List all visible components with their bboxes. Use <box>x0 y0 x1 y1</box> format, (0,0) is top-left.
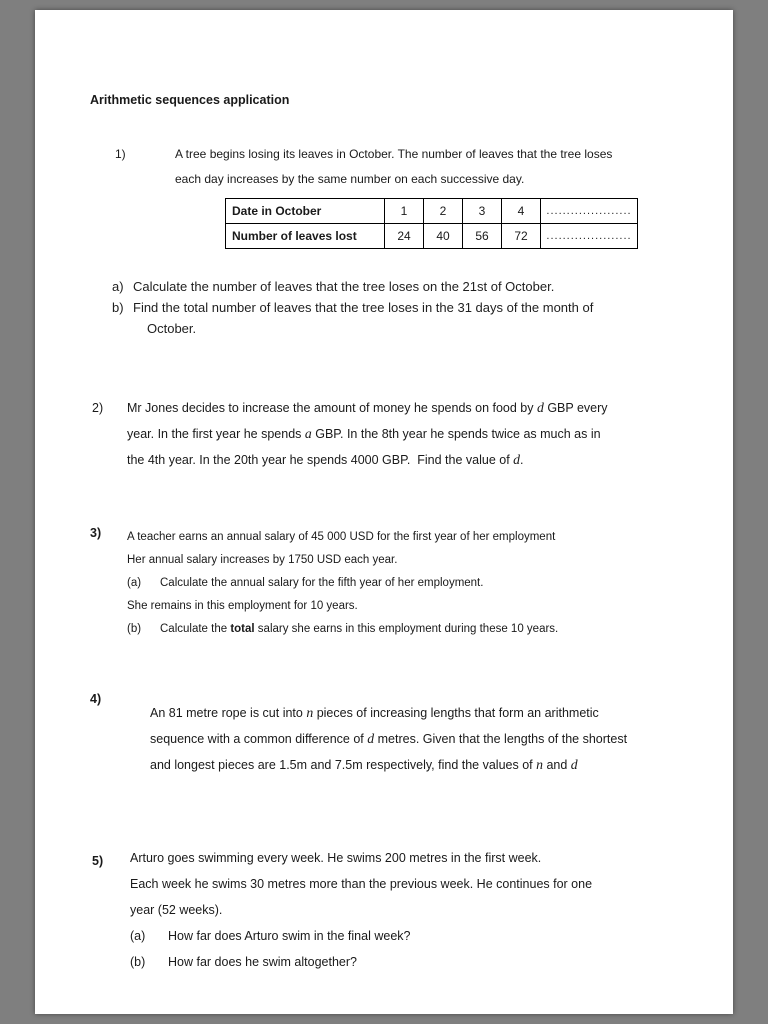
document-page <box>35 10 733 1014</box>
table-cell-leaves-4: 72 <box>502 224 541 249</box>
question-5-paragraph <box>130 845 592 975</box>
question-2-line-3-text: the 4th year. In the 20th year he spends 4000 GBP. Find the value of <box>127 453 514 467</box>
question-1-intro <box>175 142 612 192</box>
question-4-line-3-mid: and <box>542 758 571 772</box>
question-5-part-b-text: How far does he swim altogether? <box>168 955 357 969</box>
table-cell-day-4: 4 <box>502 199 541 224</box>
math-variable-n: n <box>536 757 543 772</box>
question-1-intro-line-1: A tree begins losing its leaves in October. The number of leaves that the tree loses <box>175 147 613 161</box>
question-3-part-b-label: (b) <box>127 623 142 635</box>
question-4-line-1-text: An 81 metre rope is cut into <box>150 706 307 720</box>
question-3-part-a-label: (a) <box>127 577 142 589</box>
question-2-number: 2) <box>92 401 104 415</box>
table-cell-day-2: 2 <box>424 199 463 224</box>
question-4-number: 4) <box>90 692 102 706</box>
question-4-line-2-text: sequence with a common difference of <box>150 732 368 746</box>
table-cell-leaves-ellipsis: ..................... <box>541 224 638 249</box>
math-variable-d: d <box>513 452 521 467</box>
math-variable-d: d <box>570 757 578 772</box>
question-4-line-1 <box>150 700 627 726</box>
question-1-part-b-text <box>133 297 593 339</box>
question-5-part-b-label: (b) <box>130 955 146 969</box>
question-4-line-3-text: and longest pieces are 1.5m and 7.5m respectively, find the values of <box>150 758 537 772</box>
question-4-paragraph <box>150 700 627 778</box>
question-3-part-a-text: Calculate the annual salary for the fifth year of her employment. <box>160 577 484 589</box>
question-2-line-2-tail: GBP. In the 8th year he spends twice as much as in <box>311 427 601 441</box>
question-5-line-1: Arturo goes swimming every week. He swims 200 metres in the first week. <box>130 851 542 865</box>
question-3-part-b-post: salary she earns in this employment during these 10 years. <box>254 623 559 635</box>
question-2-paragraph <box>127 395 608 473</box>
question-3-part-b-pre: Calculate the <box>160 623 231 635</box>
question-4-line-2 <box>150 726 627 752</box>
question-5-line-2: Each week he swims 30 metres more than the previous week. He continues for one <box>130 877 593 891</box>
question-3-number: 3) <box>90 526 102 540</box>
question-3-part-a <box>127 572 558 595</box>
page-title: Arithmetic sequences application <box>90 93 290 107</box>
question-3-bold-total: total <box>230 623 255 635</box>
question-5-part-b <box>130 949 592 975</box>
question-1-part-b-label: b) <box>112 300 124 315</box>
question-1-part-b <box>112 297 593 339</box>
math-variable-a: a <box>304 426 312 441</box>
question-2-line-1-text: Mr Jones decides to increase the amount of money he spends on food by <box>127 401 537 415</box>
question-2-line-1-tail: GBP every <box>543 401 608 415</box>
table-cell-leaves-2: 40 <box>424 224 463 249</box>
leaves-table <box>225 198 638 249</box>
question-1-number: 1) <box>115 147 126 161</box>
question-1-intro-line-2: each day increases by the same number on each successive day. <box>175 172 525 186</box>
table-header-date: Date in October <box>226 199 385 224</box>
question-3-paragraph <box>127 526 558 641</box>
math-variable-d: d <box>536 400 544 415</box>
question-3-line-1: A teacher earns an annual salary of 45 000 USD for the first year of her employment <box>127 531 556 543</box>
question-3-line-4: She remains in this employment for 10 years. <box>127 600 358 612</box>
question-2-line-3 <box>127 447 608 473</box>
question-5-line-3: year (52 weeks). <box>130 903 223 917</box>
table-header-leaves: Number of leaves lost <box>226 224 385 249</box>
question-4-line-3 <box>150 752 627 778</box>
question-1-part-a-text: Calculate the number of leaves that the tree loses on the 21st of October. <box>133 279 555 294</box>
question-2-line-2-text: year. In the first year he spends <box>127 427 305 441</box>
question-5-number: 5) <box>92 854 104 868</box>
table-row-leaves <box>226 224 638 249</box>
table-cell-dates-ellipsis: ..................... <box>541 199 638 224</box>
math-variable-d: d <box>367 731 375 746</box>
table-cell-leaves-3: 56 <box>463 224 502 249</box>
math-variable-n: n <box>306 705 314 720</box>
question-2-line-2 <box>127 421 608 447</box>
question-1-part-b-line-2: October. <box>147 321 197 336</box>
question-5-part-a-text: How far does Arturo swim in the final week? <box>168 929 411 943</box>
question-2-line-1 <box>127 395 608 421</box>
question-3-part-b <box>127 618 558 641</box>
question-1-parts <box>112 276 593 339</box>
question-3-line-2: Her annual salary increases by 1750 USD each year. <box>127 554 398 566</box>
question-4-line-1-tail: pieces of increasing lengths that form an arithmetic <box>313 706 599 720</box>
table-cell-leaves-1: 24 <box>385 224 424 249</box>
table-cell-day-3: 3 <box>463 199 502 224</box>
question-4-line-2-tail: metres. Given that the lengths of the shortest <box>374 732 628 746</box>
question-2-line-3-tail: . <box>520 453 524 467</box>
question-1-part-b-line-1: Find the total number of leaves that the tree loses in the 31 days of the month of <box>133 300 594 315</box>
table-row-dates <box>226 199 638 224</box>
question-5-part-a-label: (a) <box>130 929 146 943</box>
question-1-part-a <box>112 276 593 297</box>
table-cell-day-1: 1 <box>385 199 424 224</box>
question-1-part-a-label: a) <box>112 279 124 294</box>
question-5-part-a <box>130 923 592 949</box>
